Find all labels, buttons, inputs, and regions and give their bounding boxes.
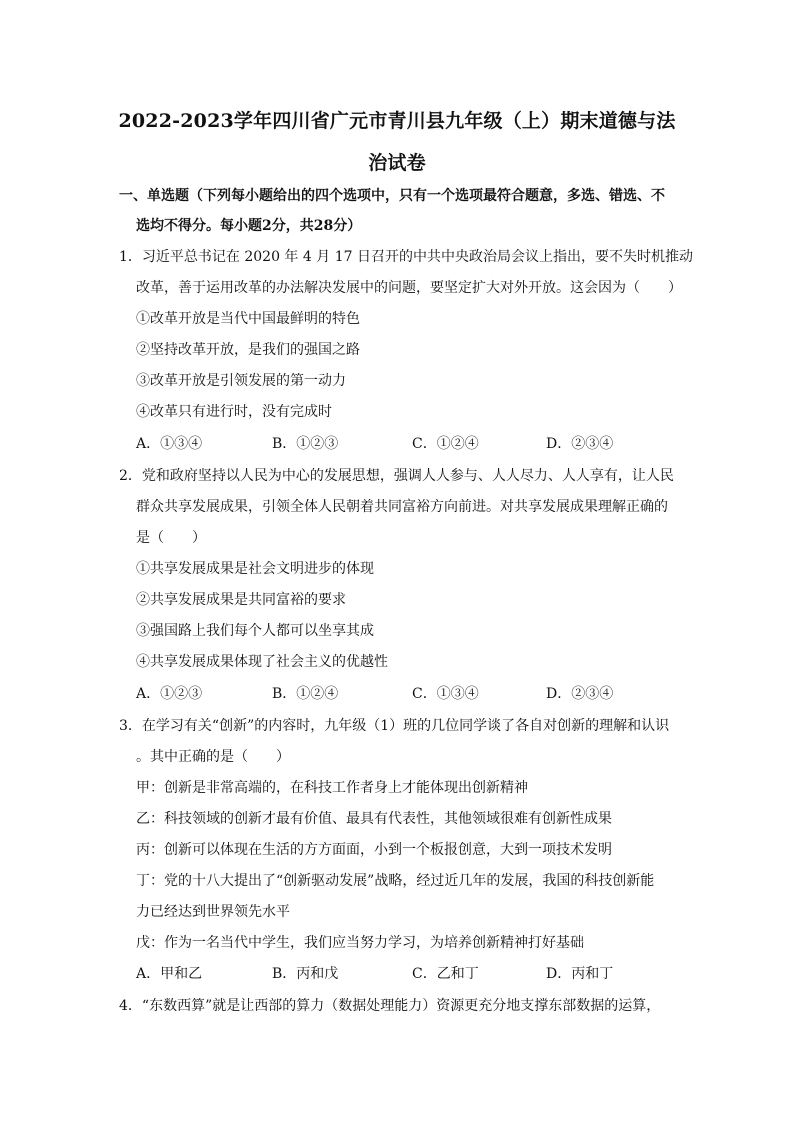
- question-3-item: 丁：党的十八大提出了“创新驱动发展”战略，经过近几年的发展，我国的科技创新能: [136, 873, 655, 889]
- question-2-option-d[interactable]: D．②③④: [546, 686, 614, 702]
- question-2-item: ④共享发展成果体现了社会主义的优越性: [136, 654, 388, 670]
- question-2-item: ③强国路上我们每个人都可以坐享其成: [136, 623, 374, 639]
- exam-title-line1: 2022-2023学年四川省广元市青川县九年级（上）期末道德与法: [118, 110, 676, 132]
- question-2-option-c[interactable]: C．①③④: [412, 686, 479, 702]
- question-3-text-line2: 。其中正确的是（ ）: [136, 749, 290, 765]
- section-heading-line1: 一、单选题（下列每小题给出的四个选项中，只有一个选项最符合题意，多选、错选、不: [119, 188, 665, 204]
- question-2-text-line2: 群众共享发展成果，引领全体人民朝着共同富裕方向前进。对共享发展成果理解正确的: [136, 499, 668, 515]
- question-1-option-b[interactable]: B．①②③: [272, 436, 339, 452]
- question-1-item: ④改革只有进行时，没有完成时: [136, 404, 332, 420]
- question-2-text-line3: 是（ ）: [136, 530, 206, 546]
- question-3-option-d[interactable]: D．丙和丁: [546, 966, 614, 982]
- question-1-text-line2: 改革，善于运用改革的办法解决发展中的问题，要坚定扩大对外开放。这会因为（ ）: [136, 280, 682, 296]
- section-heading-line2: 选均不得分。每小题2分，共28分）: [136, 218, 362, 234]
- question-3-option-b[interactable]: B．丙和戊: [272, 966, 339, 982]
- question-2-text-line1: 2．党和政府坚持以人民为中心的发展思想，强调人人参与、人人尽力、人人享有，让人民: [119, 468, 674, 484]
- question-2-item: ①共享发展成果是社会文明进步的体现: [136, 561, 374, 577]
- exam-title-line2: 治试卷: [368, 152, 426, 174]
- question-3-item: 甲：创新是非常高端的，在科技工作者身上才能体现出创新精神: [136, 780, 528, 796]
- question-4-text-line1: 4．“东数西算”就是让西部的算力（数据处理能力）资源更充分地支撑东部数据的运算，: [119, 998, 661, 1014]
- question-3-text-line1: 3．在学习有关“创新”的内容时，九年级（1）班的几位同学谈了各自对创新的理解和认识: [119, 718, 670, 734]
- question-2-item: ②共享发展成果是共同富裕的要求: [136, 592, 346, 608]
- question-3-option-a[interactable]: A．甲和乙: [136, 966, 203, 982]
- question-3-item: 乙：科技领域的创新才最有价值、最具有代表性，其他领域很难有创新性成果: [136, 811, 612, 827]
- question-3-item: 力已经达到世界领先水平: [136, 904, 290, 920]
- question-2-option-b[interactable]: B．①②④: [272, 686, 339, 702]
- question-1-option-c[interactable]: C．①②④: [412, 436, 479, 452]
- question-2-option-a[interactable]: A．①②③: [136, 686, 203, 702]
- question-1-option-a[interactable]: A．①③④: [136, 436, 203, 452]
- question-1-item: ③改革开放是引领发展的第一动力: [136, 373, 346, 389]
- question-3-item: 丙：创新可以体现在生活的方方面面，小到一个板报创意，大到一项技术发明: [136, 842, 612, 858]
- question-3-option-c[interactable]: C．乙和丁: [412, 966, 479, 982]
- question-1-text-line1: 1．习近平总书记在 2020 年 4 月 17 日召开的中共中央政治局会议上指出，要不失时机推动: [119, 249, 693, 265]
- question-1-item: ②坚持改革开放，是我们的强国之路: [136, 342, 360, 358]
- question-1-option-d[interactable]: D．②③④: [546, 436, 614, 452]
- question-1-item: ①改革开放是当代中国最鲜明的特色: [136, 311, 360, 327]
- question-3-item: 戊：作为一名当代中学生，我们应当努力学习，为培养创新精神打好基础: [136, 935, 584, 951]
